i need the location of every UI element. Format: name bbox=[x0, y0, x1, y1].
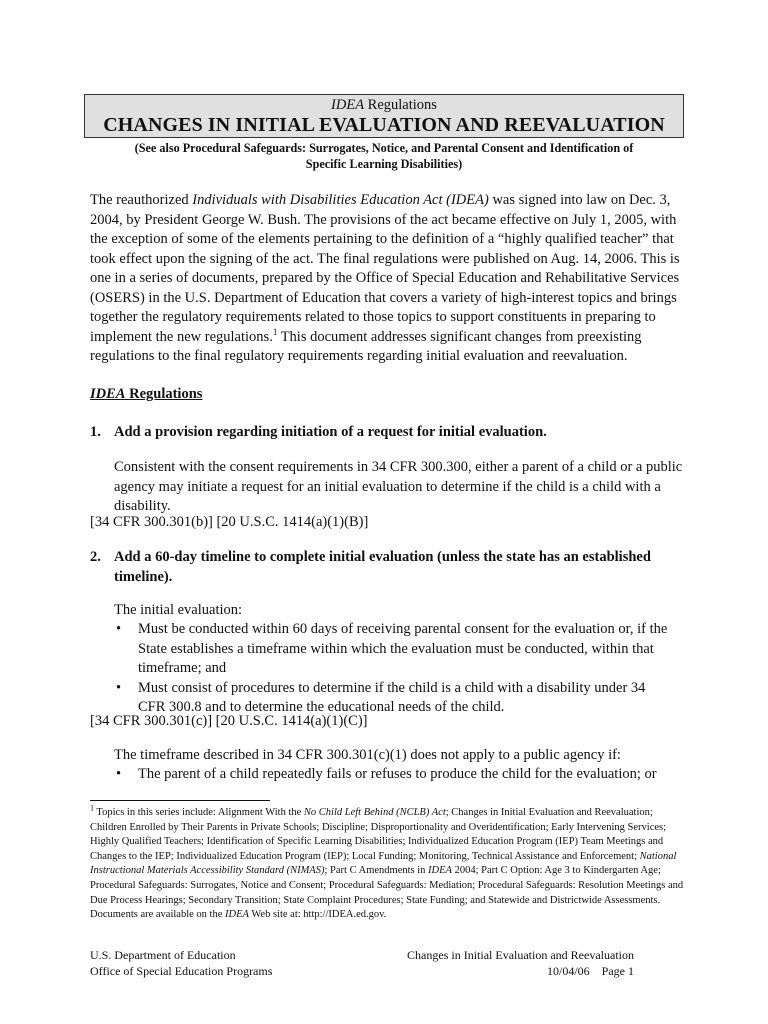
see-also-line-2: Specific Learning Disabilities) bbox=[305, 157, 463, 171]
intro-paragraph bbox=[90, 191, 690, 367]
item-2-heading-text bbox=[114, 548, 690, 587]
intro-part-3: This document addresses significant changes from preexisting regulations to the final regulatory requirements regarding initial evaluation and reevaluation. bbox=[90, 328, 642, 364]
footnote-nimas: National Instructional Materials Accessibility Standard (NIMAS) bbox=[90, 850, 677, 877]
section-heading-rest: Regulations bbox=[125, 386, 203, 402]
footnote-divider bbox=[90, 800, 270, 801]
bullet-text: Must be conducted within 60 days of receiving parental consent for the evaluation or, if the State establishes a timeframe within which the evaluation must be conducted, within that timeframe; and bbox=[138, 621, 668, 676]
footnote-part-1: Topics in this series include: Alignment With the bbox=[94, 807, 304, 818]
see-also-line-1: (See also Procedural Safeguards: Surrogates, Notice, and Parental Consent and Identification of bbox=[134, 141, 634, 155]
footnote bbox=[90, 803, 684, 923]
footnote-idea-2: IDEA bbox=[225, 909, 249, 921]
page-title: CHANGES IN INITIAL EVALUATION AND REEVALUATION bbox=[103, 114, 665, 136]
footnote-nclb: No Child Left Behind (NCLB) Act bbox=[303, 807, 446, 818]
footnote-reference: 1 bbox=[272, 326, 278, 337]
item-1-number: 1. bbox=[90, 424, 101, 440]
item-1-body: Consistent with the consent requirements in 34 CFR 300.300, either a parent of a child or a public agency may initiate a request for an initial evaluation to determine if the child is a child with a disability. bbox=[114, 459, 683, 514]
footer-doc-title: Changes in Initial Evaluation and Reevaluation bbox=[407, 948, 634, 962]
item-2-number: 2. bbox=[90, 549, 101, 565]
footnote-idea: IDEA bbox=[428, 865, 452, 877]
timeframe-lead: The timeframe described in 34 CFR 300.301(c)(1) does not apply to a public agency if: bbox=[114, 747, 621, 763]
section-heading bbox=[90, 386, 202, 403]
footer-date-page: 10/04/06 Page 1 bbox=[547, 964, 634, 978]
item-2-heading bbox=[90, 548, 690, 588]
act-name: Individuals with Disabilities Education Act (IDEA) bbox=[192, 192, 489, 208]
section-heading-italic: IDEA bbox=[90, 386, 126, 402]
item-2-citation: [34 CFR 300.301(c)] [20 U.S.C. 1414(a)(1)(C)] bbox=[90, 713, 368, 729]
item-2-bullets bbox=[114, 620, 676, 718]
bullet-icon: • bbox=[116, 679, 122, 696]
item-1-heading-text: Add a provision regarding initiation of a request for initial evaluation. bbox=[114, 424, 547, 440]
footer-left bbox=[90, 947, 272, 979]
bullet-text: Must consist of procedures to determine if the child is a child with a disability under 34 CFR 300.8 and to determine the educational needs of the child. bbox=[138, 679, 646, 715]
item-2-heading-line-1: Add a 60-day timeline to complete initial evaluation (unless the state has an established bbox=[114, 549, 651, 565]
footnote-part-4: 2004; Part C Option: Age 3 to Kindergarten Age; Procedural Safeguards: Surrogates, Notice and Consent; Procedural Safeguards: Mediation; Procedural Safeguards: Resolution Meetings and Due Process Hearings; Secondary Transition; State Complaint Procedures; State Funding; and Statewide and Districtwide Assessments. Documents are available on the bbox=[90, 865, 684, 921]
footer-office: Office of Special Education Programs bbox=[90, 964, 273, 978]
item-2-lead: The initial evaluation: bbox=[114, 602, 243, 618]
footnote-part-2: ; Changes in Initial Evaluation and Reevaluation; Children Enrolled by Their Parents in Private Schools; Discipline; Disproportionality and Overidentification; Early Intervening Services; Highly Qualified Teachers; Identification of Specific Learning Disabilities; Individualized Education Program (IEP) Team Meetings and Changes to the IEP; Individualized Education Program (IEP); Local Funding; Monitoring, Technical Assistance and Enforcement; bbox=[90, 807, 667, 862]
footnote-mark: 1 bbox=[90, 803, 94, 813]
item-1-heading bbox=[90, 423, 690, 443]
item-1-citation: [34 CFR 300.301(b)] [20 U.S.C. 1414(a)(1)(B)] bbox=[90, 514, 369, 530]
title-subheading bbox=[85, 97, 683, 113]
bullet-icon: • bbox=[116, 766, 122, 782]
bullet-text: The parent of a child repeatedly fails or refuses to produce the child for the evaluation; or bbox=[138, 766, 657, 782]
see-also-note bbox=[90, 140, 678, 172]
bullet-icon: • bbox=[116, 621, 122, 637]
timeframe-bullets bbox=[114, 765, 684, 785]
footer-department: U.S. Department of Education bbox=[90, 948, 236, 962]
item-2-heading-line-2: timeline). bbox=[114, 568, 173, 585]
intro-part-2: was signed into law on Dec. 3, 2004, by President George W. Bush. The provisions of the act became effective on July 1, 2005, with the exception of some of the elements pertaining to the definition of a “highly qualified teacher” that took effect upon the signing of the act. The final regulations were published on Aug. 14, 2006. This is one in a series of documents, prepared by the Office of Special Education and Rehabilitative Services (OSERS) in the U.S. Department of Education that covers a variety of high-interest topics and brings together the regulatory requirements related to those topics to support constituents in preparing to implement the new regulations. bbox=[90, 192, 680, 345]
title-box bbox=[84, 94, 684, 138]
title-subheading-rest: Regulations bbox=[364, 97, 437, 113]
footnote-part-3: ; Part C Amendments in bbox=[324, 865, 429, 877]
footnote-part-5: Web site at: http://IDEA.ed.gov. bbox=[248, 909, 387, 921]
intro-text bbox=[90, 191, 690, 367]
idea-italic: IDEA bbox=[331, 97, 365, 113]
list-item bbox=[114, 620, 676, 679]
footer-right bbox=[394, 947, 634, 979]
intro-part-1: The reauthorized bbox=[90, 192, 193, 208]
list-item bbox=[114, 765, 684, 785]
